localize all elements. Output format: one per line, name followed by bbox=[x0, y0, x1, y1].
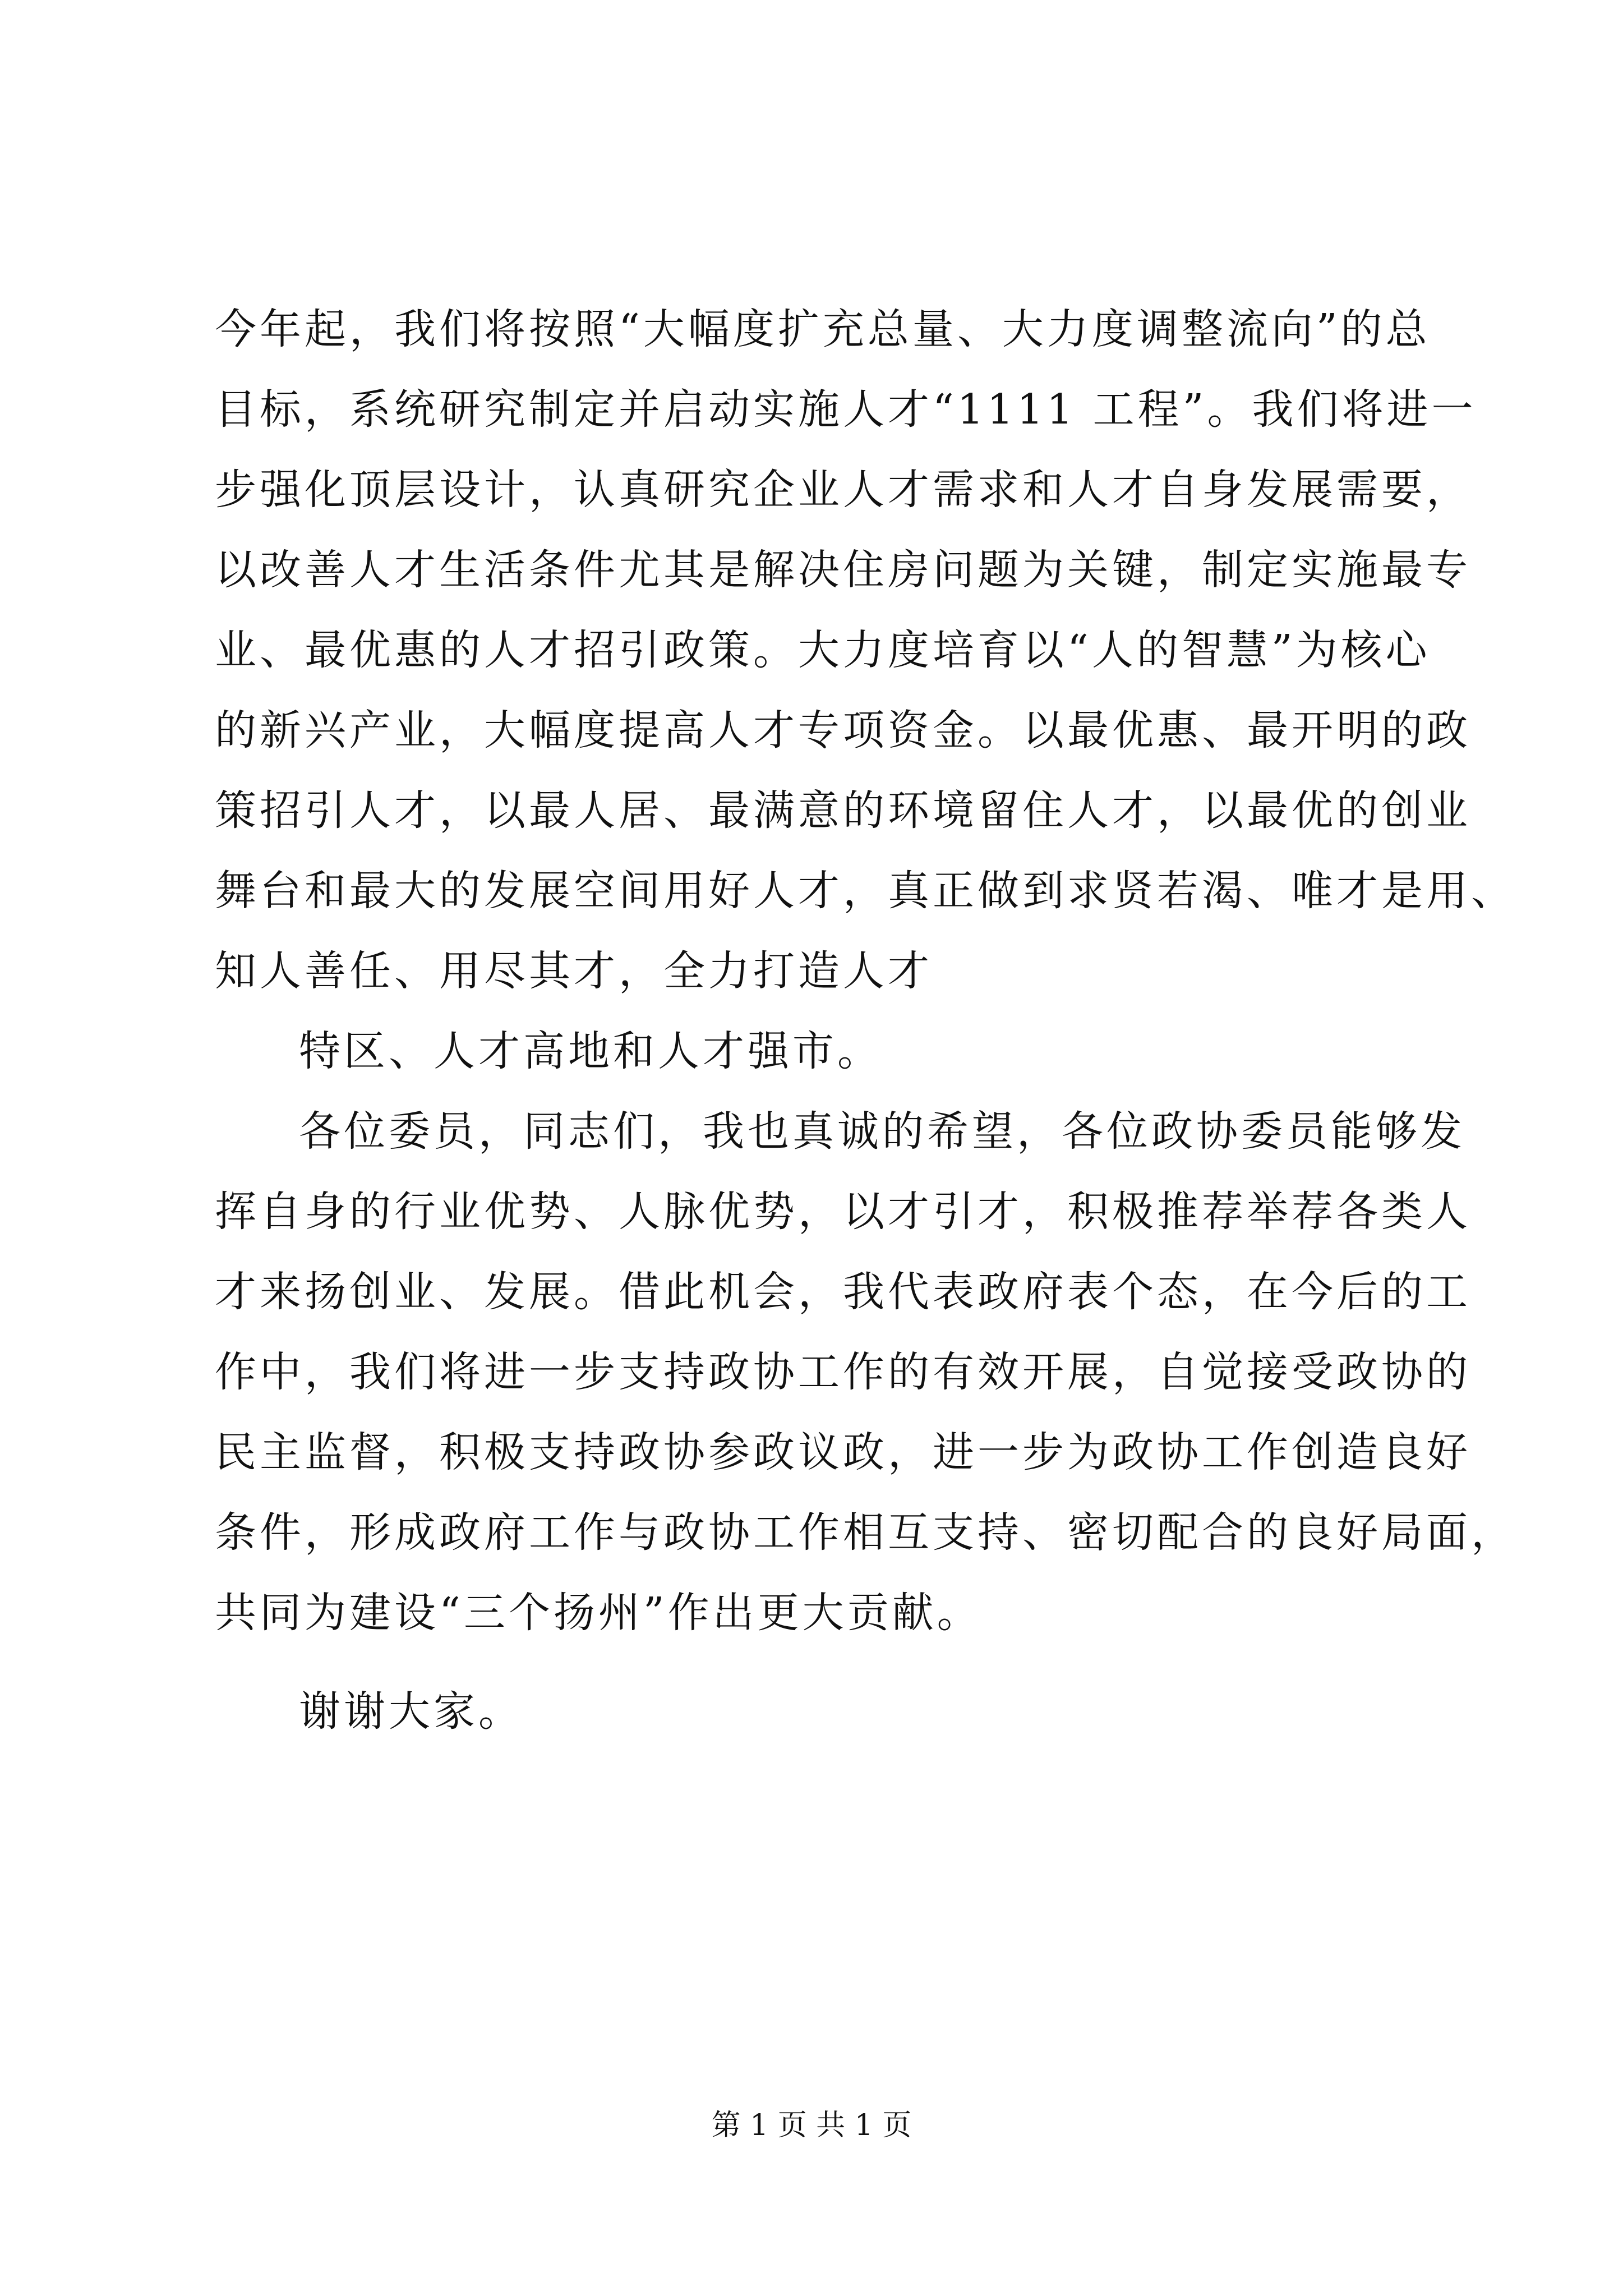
body-text-line: 的新兴产业，大幅度提高人才专项资金。以最优惠、最开明的政 bbox=[215, 706, 1471, 754]
body-text-line: 今年起，我们将按照“大幅度扩充总量、大力度调整流向”的总 bbox=[215, 305, 1431, 353]
body-text-line: 步强化顶层设计，认真研究企业人才需求和人才自身发展需要， bbox=[215, 466, 1471, 514]
body-text-line: 民主监督，积极支持政协参政议政，进一步为政协工作创造良好 bbox=[215, 1428, 1471, 1476]
page-number-footer: 第 1 页 共 1 页 bbox=[711, 2109, 912, 2142]
body-text-line: 才来扬创业、发展。借此机会，我代表政府表个态，在今后的工 bbox=[215, 1268, 1471, 1316]
closing-line: 谢谢大家。 bbox=[299, 1687, 523, 1736]
body-text-line: 作中，我们将进一步支持政协工作的有效开展，自觉接受政协的 bbox=[215, 1348, 1471, 1396]
body-text-line: 以改善人才生活条件尤其是解决住房问题为关键，制定实施最专 bbox=[215, 546, 1471, 594]
body-text-line: 业、最优惠的人才招引政策。大力度培育以“人的智慧”为核心 bbox=[215, 626, 1431, 674]
body-text-line: 挥自身的行业优势、人脉优势，以才引才，积极推荐举荐各类人 bbox=[215, 1188, 1471, 1236]
body-text-line: 目标，系统研究制定并启动实施人才“1111 工程”。我们将进一 bbox=[215, 385, 1477, 434]
body-text-line: 舞台和最大的发展空间用好人才，真正做到求贤若渴、唯才是用、 bbox=[215, 867, 1516, 915]
body-text-line: 共同为建设“三个扬州”作出更大贡献。 bbox=[215, 1589, 982, 1637]
body-text-line: 条件，形成政府工作与政协工作相互支持、密切配合的良好局面， bbox=[215, 1508, 1516, 1557]
body-text-line: 策招引人才，以最人居、最满意的环境留住人才，以最优的创业 bbox=[215, 786, 1471, 835]
body-text-line: 特区、人才高地和人才强市。 bbox=[299, 1027, 882, 1075]
paragraph-start-line: 各位委员，同志们，我也真诚的希望，各位政协委员能够发 bbox=[299, 1107, 1465, 1156]
body-text-line: 知人善任、用尽其才，全力打造人才 bbox=[215, 947, 933, 995]
